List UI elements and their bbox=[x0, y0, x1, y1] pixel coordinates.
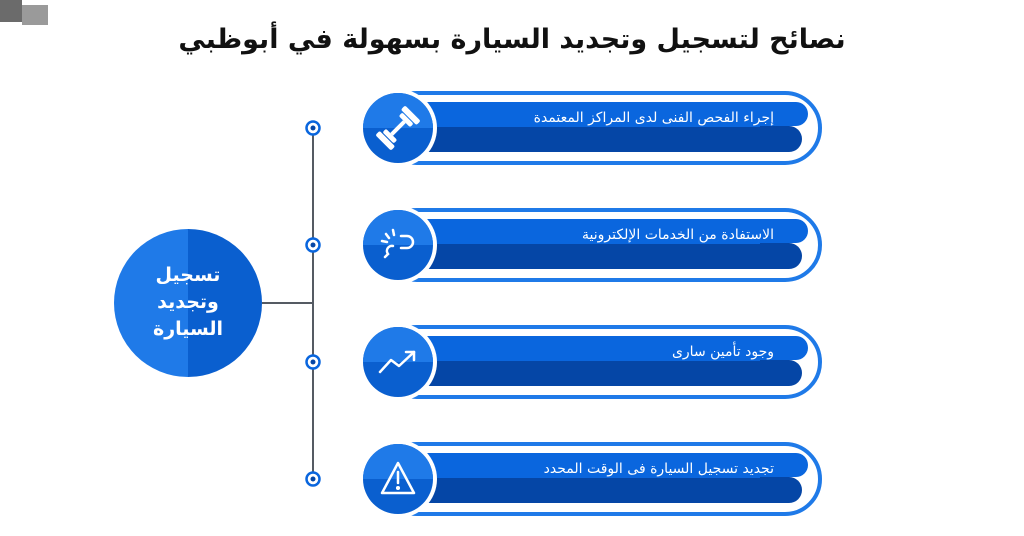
step-3 bbox=[307, 323, 821, 401]
step-2 bbox=[307, 206, 821, 284]
step-4-label: تجديد تسجيل السيارة فى الوقت المحدد bbox=[543, 461, 774, 477]
hub-label-line3: السيارة bbox=[152, 318, 224, 340]
hub-label bbox=[113, 262, 263, 343]
step-3-label: وجود تأمين سارى bbox=[671, 344, 774, 360]
hub-label-line2: وتجديد bbox=[157, 291, 219, 313]
step-1 bbox=[307, 89, 821, 167]
step-2-label: الاستفادة من الخدمات الإلكترونية bbox=[582, 227, 774, 243]
hub-label-line1: تسجيل bbox=[155, 264, 221, 286]
step-4 bbox=[307, 440, 821, 518]
page-title: نصائح لتسجيل وتجديد السيارة بسهولة في أبوظبي bbox=[178, 24, 846, 55]
step-1-label: إجراء الفحص الفنى لدى المراكز المعتمدة bbox=[533, 110, 774, 126]
